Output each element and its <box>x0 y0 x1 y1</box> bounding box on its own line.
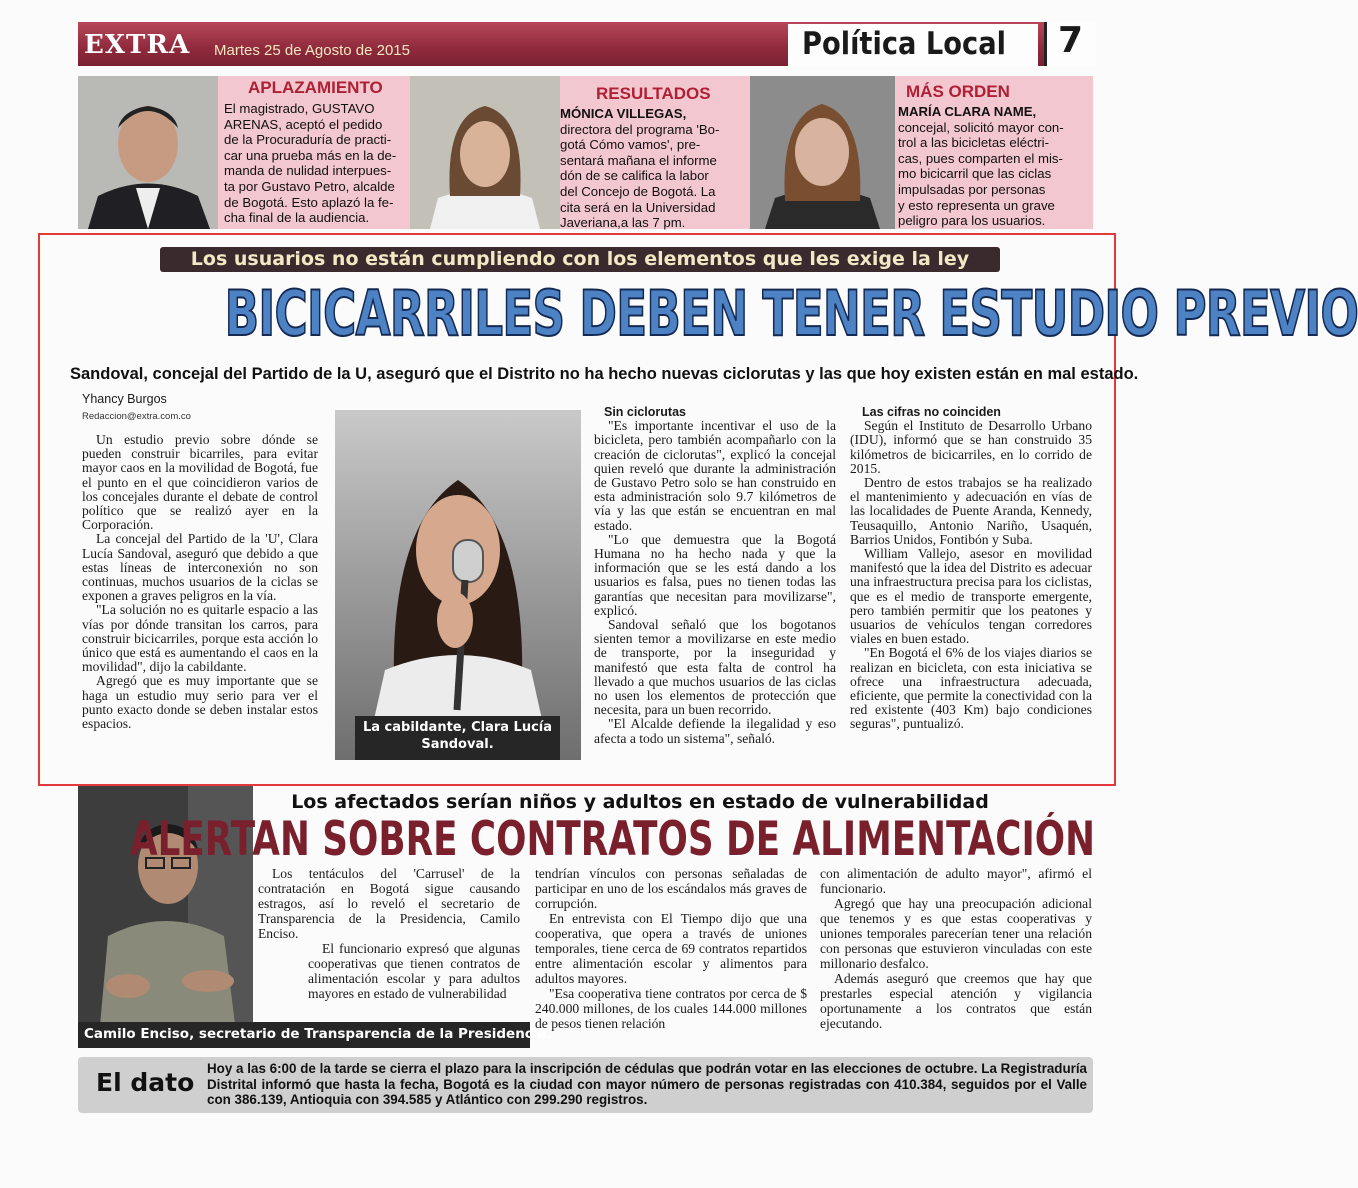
main-headline: BICICARRILES DEBEN TENER ESTUDIO PREVIO <box>224 277 1358 350</box>
speaker-microphone-icon <box>335 410 581 760</box>
paragraph: Agregó que hay una preocupación adicional que tenemos y es que estas cooperativas y uniones temporales parecerían tener una relación con personas que estuvieron vinculadas con este millonario desfalco. <box>820 896 1092 971</box>
main-photo-caption <box>355 719 560 753</box>
brief-line: concejal, solicitó mayor con- <box>898 119 1064 135</box>
brief-line: mo bicicarril que las ciclas <box>898 166 1052 182</box>
caption-line: Sandoval. <box>421 737 494 752</box>
paragraph: Sandoval señaló que los bogotanos sienten temor a movilizarse en este medio de transporte, por la inseguridad y manifestó que esta falta de control ha llevado a que muchos usuarios de las ciclas no usen los elementos de protección que necesita, para un buen recorrido. <box>594 617 836 718</box>
main-kicker: Los usuarios no están cumpliendo con los elementos que les exige la ley <box>190 248 970 270</box>
brief-line: del Concejo de Bogotá. La <box>560 183 716 199</box>
paragraph: "En Bogotá el 6% de los viajes diarios se realizan en bicicleta, con esta iniciativa se ofrece una infraestructura adecuada, eficiente, que permite la conectividad con la red existente (403 Km) bajo condiciones seguras", puntualizó. <box>850 645 1092 732</box>
second-kicker: Los afectados serían niños y adultos en estado de vulnerabilidad <box>291 791 989 813</box>
main-deck: Sandoval, concejal del Partido de la U, aseguró que el Distrito no ha hecho nuevas ciclorutas y las que hoy existen están en mal estado. <box>70 365 1139 383</box>
paragraph: con alimentación de adulto mayor", afirmó el funcionario. <box>820 866 1092 896</box>
portrait-woman-icon <box>410 76 560 229</box>
main-photo-clara-lucia-sandoval <box>335 410 581 760</box>
brief-line: impulsadas por personas <box>898 181 1046 197</box>
brief-line: MÓNICA VILLEGAS, <box>560 106 687 121</box>
paragraph: "El Alcalde defiende la ilegalidad y eso afecta a todo un sistema", señaló. <box>594 716 836 746</box>
brief-line: Javeriana,a las 7 pm. <box>560 215 686 231</box>
brief-line: car una prueba más en la de- <box>224 147 397 163</box>
brief-line: trol a las bicicletas eléctri- <box>898 135 1049 151</box>
paragraph: La concejal del Partido de la 'U', Clara Lucía Sandoval, aseguró que debido a que estas líneas de interconexión no son continuas, muchos usuarios de la ciclas se exponen a graves peligros en la vía. <box>82 531 318 604</box>
brief-line: MARÍA CLARA NAME, <box>898 104 1037 119</box>
main-column-2 <box>594 405 836 746</box>
issue-date: Martes 25 de Agosto de 2015 <box>214 42 410 59</box>
paragraph: Dentro de estos trabajos se ha realizado el mantenimiento y adecuación en vías de las localidades de Puente Aranda, Kennedy, Teusaquillo, Antonio Nariño, Usaquén, Barrios Unidos, Fontibón y Suba. <box>850 475 1092 547</box>
brief-photo-gustavo-arenas <box>78 76 218 229</box>
brief-line: ta por Gustavo Petro, alcalde <box>224 178 395 194</box>
subhead-cifras: Las cifras no coinciden <box>862 405 1001 419</box>
brief-line: de Bogotá. Esto aplazó la fe- <box>224 194 394 210</box>
second-photo-caption: Camilo Enciso, secretario de Transparencia de la Presidencia. <box>84 1026 552 1042</box>
paragraph: "Lo que demuestra que la Bogotá Humana no ha hecho nada y que la información que se les está dando a los usuarios es falsa, pues no tienen todas las garantías que necesitan para movilizarse", explicó. <box>594 531 836 618</box>
extra-logo: EXTRA <box>84 30 191 60</box>
brief-line: directora del programa 'Bo- <box>560 121 720 137</box>
page-number: 7 <box>1058 20 1084 61</box>
brief-title: MÁS ORDEN <box>906 82 1010 101</box>
second-column-2 <box>535 866 807 1031</box>
portrait-man-icon <box>78 76 218 229</box>
brief-line: gotá Cómo vamos', pre- <box>560 137 701 153</box>
brief-line: cha final de la audiencia. <box>224 210 370 226</box>
paragraph: En entrevista con El Tiempo dijo que una cooperativa, que opera a través de uniones temporales, tiene cerca de 69 contratos repartidos entre alimentación escolar y alimentos para adultos mayores. <box>535 911 807 986</box>
paragraph: Un estudio previo sobre dónde se pueden construir bicarriles, para evitar mayor caos en la movilidad de Bogotá, fue el punto en el que coincidieron varios de los concejales durante el debate de control político que se realizó ayer en la Corporación. <box>82 432 318 533</box>
paragraph: William Vallejo, asesor en movilidad manifestó que la idea del Distrito es adecuar una infraestructura precisa para los ciclistas, que es el medio de transporte emergente, pero también permitir que los peatones y usuarios de vehículos tengan corredores viales en buen estado. <box>850 546 1092 647</box>
brief-line: cas, pues comparten el mis- <box>898 150 1063 166</box>
brief-line: dón de se califica la labor <box>560 168 709 184</box>
brief-photo-maria-clara-name <box>750 76 895 229</box>
paragraph: "Es importante incentivar el uso de la bicicleta, pero también acompañarlo con la creación de ciclorutas", explicó la concejal quien reveló que durante la administración de Gustavo Petro solo se han construido en esta administración solo 9.7 kilómetros de vía y las que están se encuentran en mal estado. <box>594 418 836 533</box>
paragraph: "Esa cooperativa tiene contratos por cerca de $ 240.000 millones, de los cuales 144.000 millones de pesos tienen relación <box>535 986 807 1031</box>
second-column-1 <box>258 866 520 1001</box>
second-headline: ALERTAN SOBRE CONTRATOS DE ALIMENTACIÓN <box>130 812 1096 867</box>
brief-line: de la Procuraduría de practi- <box>224 132 392 148</box>
paragraph: Según el Instituto de Desarrollo Urbano (IDU), informó que se han construido 35 kilómetros de bicicarriles, en lo corrido de 2015. <box>850 418 1092 476</box>
brief-text-resultados <box>560 106 745 231</box>
paragraph: "La solución no es quitarle espacio a las vías por dónde transitan los carros, para construir bicicarriles, porque esta acción lo único que está es aumentando el caos en la movilidad", dijo la cabildante. <box>82 602 318 675</box>
paragraph: tendrían vínculos con personas señaladas de participar en uno de los escándalos más graves de corrupción. <box>535 866 807 911</box>
brief-title: APLAZAMIENTO <box>248 78 383 97</box>
byline-email: Redaccion@extra.com.co <box>82 411 191 422</box>
paragraph: Agregó que es muy importante que se haga un estudio muy serio para ver el punto exacto donde se deben instalar estos espacios. <box>82 673 318 732</box>
portrait-woman-icon <box>750 76 895 229</box>
section-title: Política Local <box>802 26 1006 62</box>
paragraph: Además aseguró que creemos que hay que prestarles especial atención y vigilancia oportunamente a los contratos que están ejecutando. <box>820 971 1092 1031</box>
brief-line: peligro para los usuarios. <box>898 213 1046 229</box>
brief-photo-monica-villegas <box>410 76 560 229</box>
brief-title: RESULTADOS <box>596 84 711 103</box>
el-dato-text: Hoy a las 6:00 de la tarde se cierra el plazo para la inscripción de cédulas que podrán votar en las elecciones de octubre. La Registraduría Distrital informó que hasta la fecha, Bogotá es la ciudad con mayor número de personas registradas con 410.384, seguidos por el Valle con 386.139, Antioquia con 394.585 y Atlántico con 299.290 registros. <box>207 1061 1087 1108</box>
el-dato-title: El dato <box>96 1068 195 1097</box>
brief-line: manda de nulidad interpues- <box>224 163 392 179</box>
brief-text-aplazamiento <box>224 101 408 226</box>
paragraph: Los tentáculos del 'Carrusel' de la contratación en Bogotá sigue causando estragos, así lo reveló el secretario de Transparencia de la Presidencia, Camilo Enciso. <box>258 866 520 941</box>
main-column-3 <box>850 405 1092 732</box>
brief-line: sentará mañana el informe <box>560 152 717 168</box>
brief-text-mas-orden <box>898 104 1090 229</box>
caption-line: La cabildante, Clara Lucía <box>362 720 553 735</box>
brief-line: El magistrado, GUSTAVO <box>224 101 375 116</box>
main-column-1 <box>82 433 318 731</box>
brief-line: y esto representa un grave <box>898 197 1055 213</box>
paragraph: El funcionario expresó que algunas cooperativas que tienen contratos de alimentación escolar y para adultos mayores en estado de vulnerabilidad <box>308 941 520 1001</box>
byline: Yhancy Burgos <box>82 392 167 406</box>
second-column-3 <box>820 866 1092 1031</box>
subhead-sin-ciclorutas: Sin ciclorutas <box>604 405 686 419</box>
brief-line: cita será en la Universidad <box>560 199 716 215</box>
brief-line: ARENAS, aceptó el pedido <box>224 116 383 132</box>
